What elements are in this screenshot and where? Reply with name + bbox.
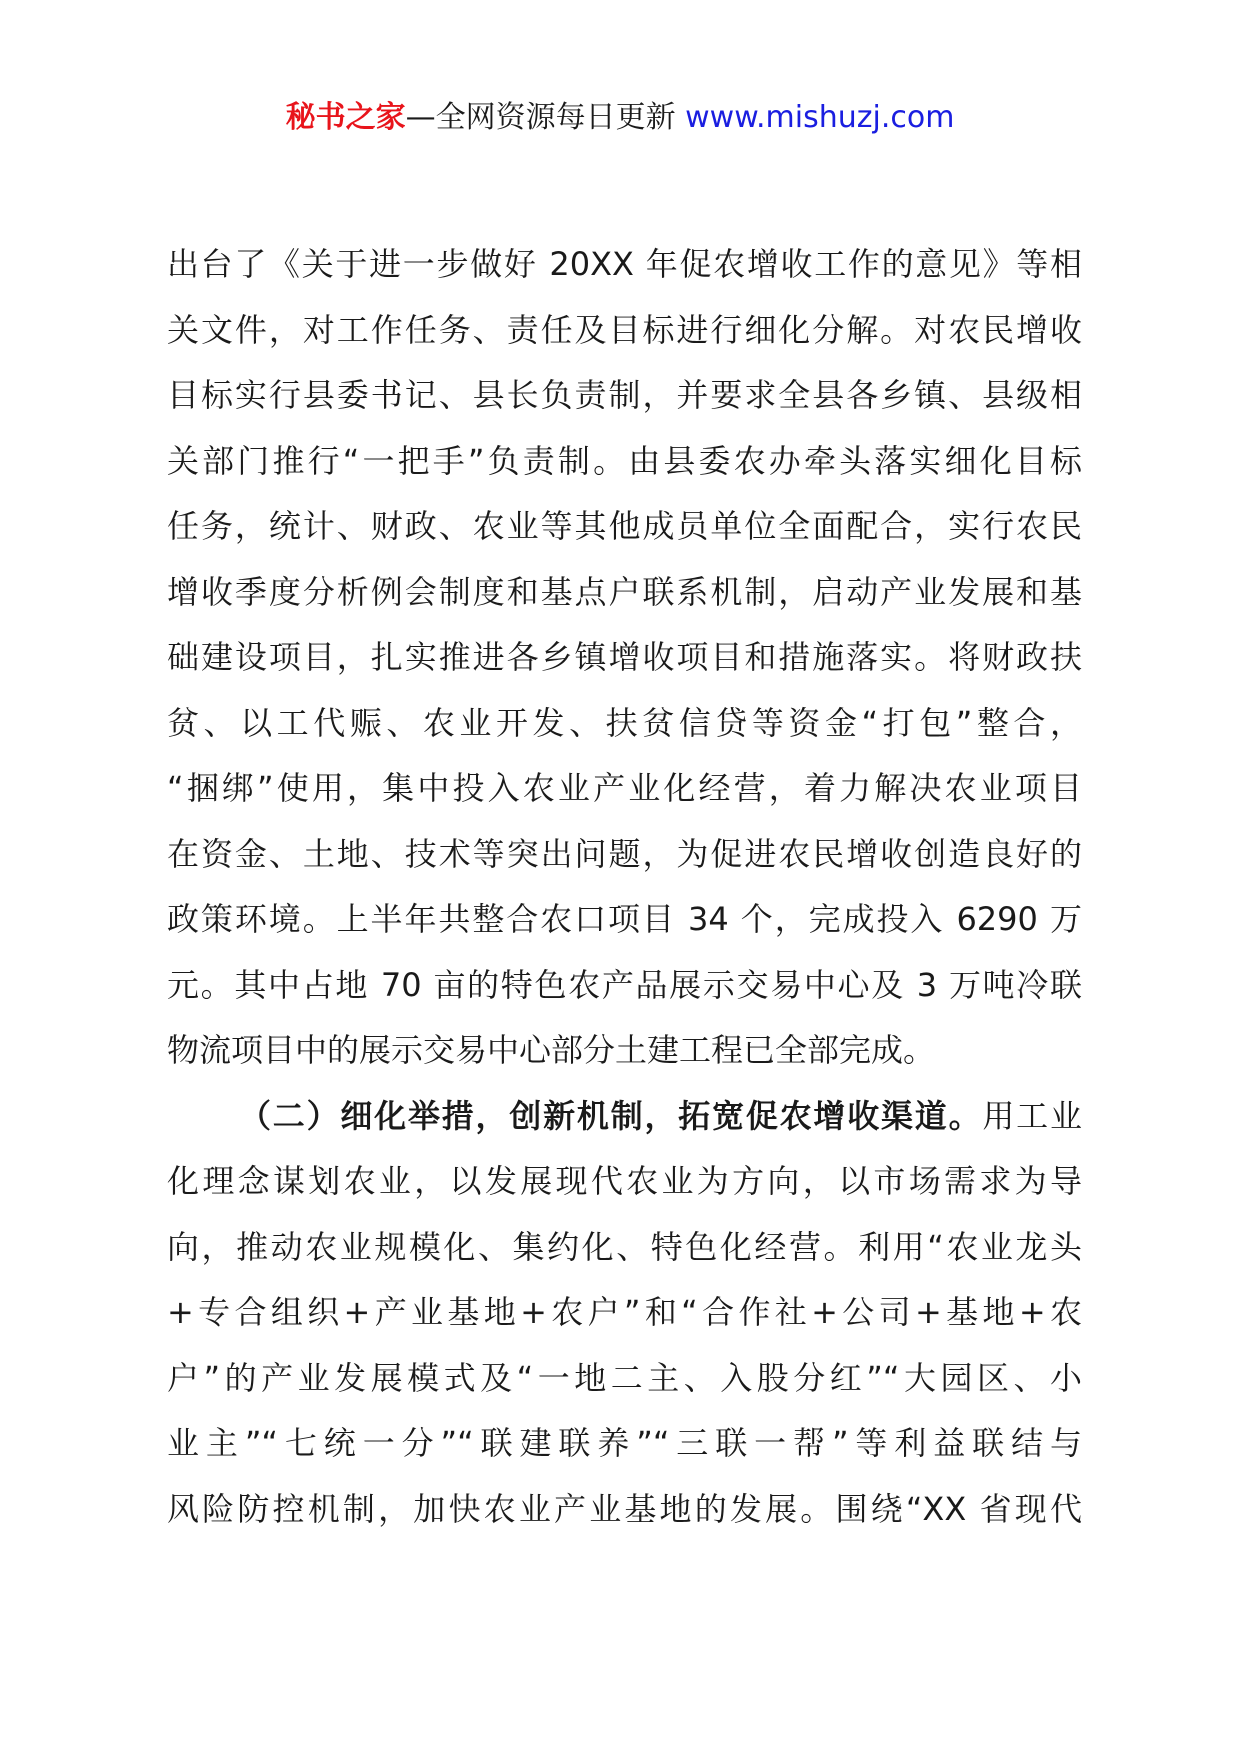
body-line: 础建设项目，扎实推进各乡镇增收项目和措施落实。将财政扶 — [167, 638, 1082, 676]
body-line: 化理念谋划农业，以发展现代农业为方向，以市场需求为导 — [167, 1162, 1082, 1200]
body-line: “捆绑”使用，集中投入农业产业化经营，着力解决农业项目 — [167, 769, 1082, 807]
body-line: 关文件，对工作任务、责任及目标进行细化分解。对农民增收 — [167, 310, 1082, 349]
header-tagline: —全网资源每日更新 — [405, 100, 686, 135]
body-line: 目标实行县委书记、县长负责制，并要求全县各乡镇、县级相 — [167, 376, 1082, 414]
body-line: 贫、以工代赈、农业开发、扶贫信贷等资金“打包”整合， — [167, 703, 1082, 742]
body-line: 政策环境。上半年共整合农口项目 34 个，完成投入 6290 万 — [167, 900, 1082, 938]
body-line: 增收季度分析例会制度和基点户联系机制，启动产业发展和基 — [167, 572, 1082, 611]
body-line: 户”的产业发展模式及“一地二主、入股分红”“大园区、小 — [167, 1358, 1082, 1397]
body-line: 业主”“七统一分”“联建联养”“三联一帮”等利益联结与 — [167, 1424, 1082, 1462]
section-2-first-text: 用工业 — [982, 1096, 1082, 1135]
body-line: +专合组织+产业基地+农户”和“合作社+公司+基地+农 — [167, 1293, 1082, 1331]
document-body — [167, 232, 1082, 1542]
page-header — [0, 98, 1240, 138]
body-line: 任务，统计、财政、农业等其他成员单位全面配合，实行农民 — [167, 507, 1082, 545]
body-line: 在资金、土地、技术等突出问题，为促进农民增收创造良好的 — [167, 834, 1082, 873]
header-brand: 秘书之家 — [285, 100, 406, 135]
body-line: 向，推动农业规模化、集约化、特色化经营。利用“农业龙头 — [167, 1227, 1082, 1266]
header-url-link[interactable]: www.mishuzj.com — [685, 100, 955, 135]
body-line: 元。其中占地 70 亩的特色农产品展示交易中心及 3 万吨冷联 — [167, 965, 1082, 1004]
body-line: 出台了《关于进一步做好 20XX 年促农增收工作的意见》等相 — [167, 245, 1082, 283]
section-2-first-line — [167, 1084, 1082, 1150]
section-2-heading: （二）细化举措，创新机制，拓宽促农增收渠道。 — [239, 1096, 983, 1135]
body-line: 物流项目中的展示交易中心部分土建工程已全部完成。 — [167, 1031, 936, 1069]
body-line: 关部门推行“一把手”负责制。由县委农办牵头落实细化目标 — [167, 441, 1082, 480]
body-line: 风险防控机制，加快农业产业基地的发展。围绕“XX 省现代 — [167, 1489, 1082, 1528]
